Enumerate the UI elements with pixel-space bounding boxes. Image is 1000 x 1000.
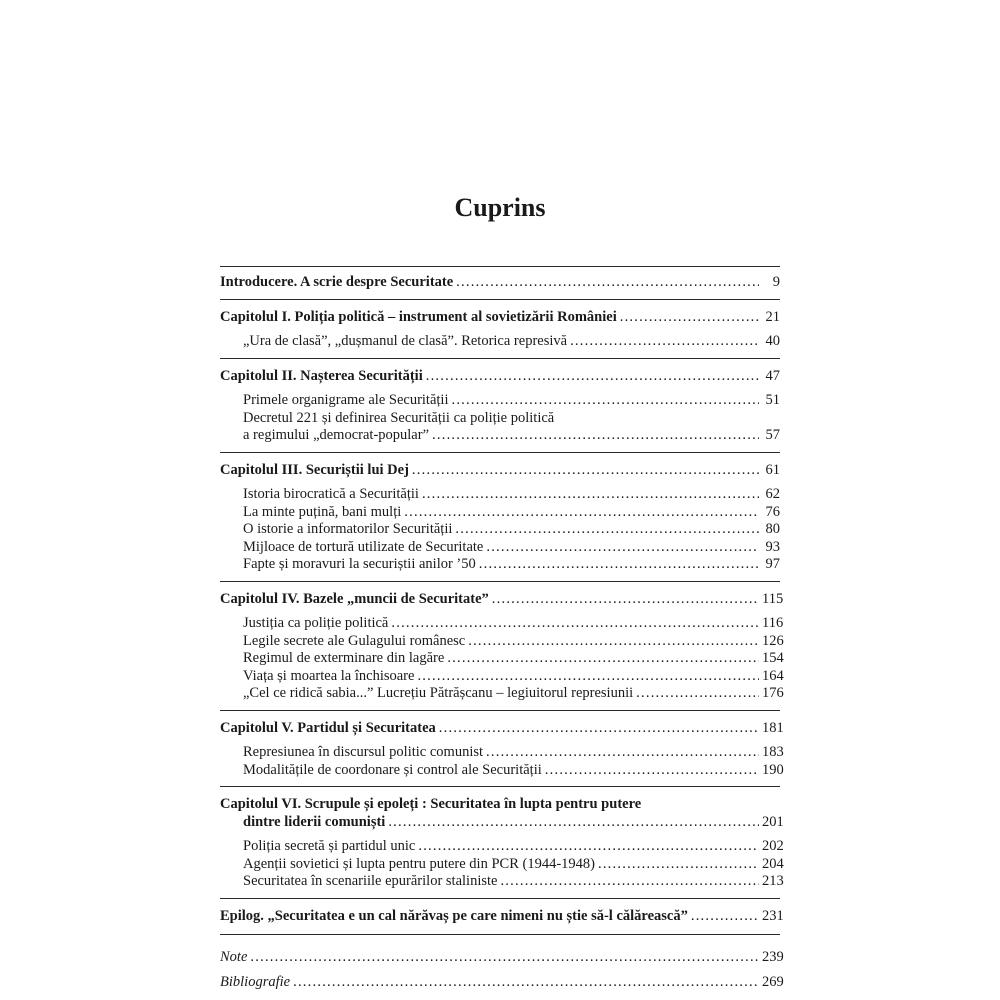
toc-section-page-number: 76 xyxy=(765,503,780,520)
toc-section-text: O istorie a informatorilor Securității xyxy=(243,521,453,537)
dot-leader xyxy=(486,744,759,762)
toc-section[interactable] xyxy=(220,650,784,668)
toc-section-page-number: 93 xyxy=(765,538,780,555)
dot-leader xyxy=(418,838,759,856)
toc-intro-text: Introducere. A scrie despre Securitate xyxy=(220,274,454,290)
dot-leader xyxy=(545,762,759,780)
toc-section[interactable] xyxy=(220,504,780,522)
spacer xyxy=(220,831,780,838)
toc-section-page-number: 51 xyxy=(765,392,780,408)
dot-leader xyxy=(388,814,759,832)
toc-section-page-number: 40 xyxy=(765,333,780,349)
dot-leader xyxy=(451,392,759,410)
page-title: Cuprins xyxy=(454,193,546,222)
toc-section[interactable] xyxy=(220,615,784,633)
dot-leader xyxy=(620,309,759,327)
toc-chapter-1-page-number: 21 xyxy=(765,308,780,325)
dot-leader xyxy=(412,462,759,480)
toc-section-page-number: 204 xyxy=(762,855,784,872)
spacer xyxy=(220,582,780,591)
dot-leader xyxy=(570,333,759,351)
toc-section-text: „Ura de clasă”, „dușmanul de clasă”. Retorica represivă xyxy=(243,333,568,349)
dot-leader xyxy=(486,539,759,557)
spacer xyxy=(220,891,780,898)
toc-chapter-4[interactable] xyxy=(220,590,784,609)
toc-section-text: Represiunea în discursul politic comunist xyxy=(243,744,484,760)
toc-chapter-4-page-number: 115 xyxy=(762,590,784,607)
toc-chapter-1[interactable] xyxy=(220,309,780,327)
spacer xyxy=(220,703,780,710)
toc-section-page-number: 164 xyxy=(762,667,784,684)
spacer xyxy=(220,292,780,299)
toc-chapter-3-page-number: 61 xyxy=(765,461,780,478)
toc-epilog-page-number: 231 xyxy=(762,907,784,924)
spacer xyxy=(220,711,780,720)
spacer xyxy=(220,267,780,274)
spacer xyxy=(220,991,780,998)
toc-section[interactable] xyxy=(220,838,784,856)
toc-chapter-3[interactable] xyxy=(220,462,780,480)
toc-section-page-number: 62 xyxy=(765,486,780,502)
dot-leader xyxy=(456,274,759,292)
toc-chapter-6-cont-page-number: 201 xyxy=(762,813,784,830)
toc-section[interactable] xyxy=(220,667,784,686)
toc-backmatter-text: Bibliografie xyxy=(220,973,291,990)
toc-backmatter-page-number: 269 xyxy=(762,973,784,990)
dot-leader xyxy=(691,908,759,926)
toc-chapter-5[interactable] xyxy=(220,719,784,738)
dot-leader xyxy=(447,650,759,668)
spacer xyxy=(220,967,780,974)
toc-section-text: Viața și moartea la închisoare xyxy=(243,667,415,684)
toc-section-text: Mijloace de tortură utilizate de Securitate xyxy=(243,538,484,555)
toc-chapter-3-text: Capitolul III. Securiștii lui Dej xyxy=(220,461,409,478)
spacer xyxy=(220,326,780,333)
toc-section[interactable] xyxy=(220,539,780,557)
toc-backmatter[interactable] xyxy=(220,949,784,967)
dot-leader xyxy=(439,720,759,738)
toc-section-page-number: 190 xyxy=(762,761,784,778)
dot-leader xyxy=(422,486,759,504)
toc-chapter-2[interactable] xyxy=(220,368,780,386)
spacer xyxy=(220,453,780,462)
spacer xyxy=(220,787,780,796)
table-of-contents xyxy=(220,266,784,998)
spacer xyxy=(220,300,780,309)
toc-section[interactable] xyxy=(220,521,780,539)
toc-section-text: Poliția secretă și partidul unic xyxy=(243,838,416,854)
toc-section-text: Decretul 221 și definirea Securității ca poliție politică xyxy=(243,409,555,426)
toc-section[interactable] xyxy=(220,556,780,574)
toc-section[interactable] xyxy=(220,632,784,651)
toc-chapter-2-page-number: 47 xyxy=(765,367,780,384)
toc-intro-page-number: 9 xyxy=(772,274,780,290)
spacer xyxy=(220,445,780,452)
toc-section[interactable] xyxy=(220,761,784,780)
toc-chapter-6[interactable] xyxy=(220,796,780,814)
toc-section-text: Regimul de exterminare din lagăre xyxy=(243,650,445,666)
toc-section-page-number: 202 xyxy=(762,838,784,854)
toc-epilog-text: Epilog. „Securitatea e un cal nărăvaș pe care nimeni nu știe să-l călărească” xyxy=(220,907,688,924)
toc-backmatter-text: Note xyxy=(220,949,248,965)
toc-section-text: Fapte și moravuri la securiștii anilor ’50 xyxy=(243,556,476,572)
dot-leader xyxy=(404,504,759,522)
toc-epilog[interactable] xyxy=(220,907,784,926)
toc-section-page-number: 213 xyxy=(762,873,784,889)
dot-leader xyxy=(479,556,759,574)
toc-backmatter-page-number: 239 xyxy=(762,949,784,965)
toc-section-page-number: 116 xyxy=(762,615,784,631)
dot-leader xyxy=(636,685,759,703)
toc-section[interactable] xyxy=(220,410,780,428)
toc-section-cont[interactable] xyxy=(220,427,780,445)
toc-section-page-number: 183 xyxy=(762,744,784,760)
dot-leader xyxy=(250,949,759,967)
toc-section-page-number: 97 xyxy=(765,556,780,572)
spacer xyxy=(220,737,780,744)
toc-section[interactable] xyxy=(220,855,784,874)
toc-section[interactable] xyxy=(220,333,780,351)
toc-section[interactable] xyxy=(220,486,780,504)
dot-leader xyxy=(417,668,759,686)
toc-section-text: „Cel ce ridică sabia...” Lucrețiu Pătrășcanu – legiuitorul represiunii xyxy=(243,685,634,701)
spacer xyxy=(220,608,780,615)
toc-chapter-1-text: Capitolul I. Poliția politică – instrument al sovietizării României xyxy=(220,308,617,325)
spacer xyxy=(220,385,780,392)
spacer xyxy=(220,359,780,368)
toc-section-text: Agenții sovietici și lupta pentru putere din PCR (1944-1948) xyxy=(243,855,595,872)
toc-section-text: La minte puțină, bani mulți xyxy=(243,503,402,520)
dot-leader xyxy=(500,873,759,891)
dot-leader xyxy=(432,427,759,445)
toc-section-page-number: 176 xyxy=(762,685,784,701)
toc-section-text: Justiția ca poliție politică xyxy=(243,615,389,631)
toc-chapter-6-cont[interactable] xyxy=(220,813,784,832)
toc-section[interactable] xyxy=(220,685,784,703)
toc-intro[interactable] xyxy=(220,274,780,292)
spacer xyxy=(220,935,780,949)
toc-chapter-4-text: Capitolul IV. Bazele „muncii de Securitate” xyxy=(220,590,489,607)
toc-section-page-number: 126 xyxy=(762,632,784,649)
toc-section-text: Securitatea în scenariile epurărilor staliniste xyxy=(243,873,498,889)
toc-section-cont-text: a regimului „democrat-popular” xyxy=(243,427,430,443)
toc-section-page-number: 80 xyxy=(765,521,780,537)
toc-chapter-5-page-number: 181 xyxy=(762,719,784,736)
toc-section[interactable] xyxy=(220,873,784,891)
toc-section[interactable] xyxy=(220,744,784,762)
spacer xyxy=(220,899,780,908)
dot-leader xyxy=(455,521,759,539)
spacer xyxy=(220,925,780,934)
toc-section-text: Istoria birocratică a Securității xyxy=(243,486,419,502)
spacer xyxy=(220,574,780,581)
dot-leader xyxy=(391,615,759,633)
dot-leader xyxy=(293,974,759,992)
dot-leader xyxy=(468,633,759,651)
toc-section-text: Modalitățile de coordonare și control ale Securității xyxy=(243,761,542,778)
toc-chapter-2-text: Capitolul II. Nașterea Securității xyxy=(220,367,423,384)
toc-section-page-number: 154 xyxy=(762,650,784,666)
toc-chapter-5-text: Capitolul V. Partidul și Securitatea xyxy=(220,719,436,736)
toc-section-text: Legile secrete ale Gulagului românesc xyxy=(243,632,466,649)
toc-section-cont-page-number: 57 xyxy=(765,427,780,443)
toc-backmatter[interactable] xyxy=(220,973,784,992)
dot-leader xyxy=(598,856,759,874)
toc-chapter-6-text: Capitolul VI. Scrupule și epoleți : Securitatea în lupta pentru putere xyxy=(220,796,642,812)
dot-leader xyxy=(426,368,759,386)
spacer xyxy=(220,479,780,486)
toc-section[interactable] xyxy=(220,392,780,410)
spacer xyxy=(220,779,780,786)
spacer xyxy=(220,351,780,358)
toc-section-text: Primele organigrame ale Securității xyxy=(243,392,449,408)
toc-chapter-6-cont-text: dintre liderii comuniști xyxy=(243,813,386,830)
dot-leader xyxy=(492,591,759,609)
